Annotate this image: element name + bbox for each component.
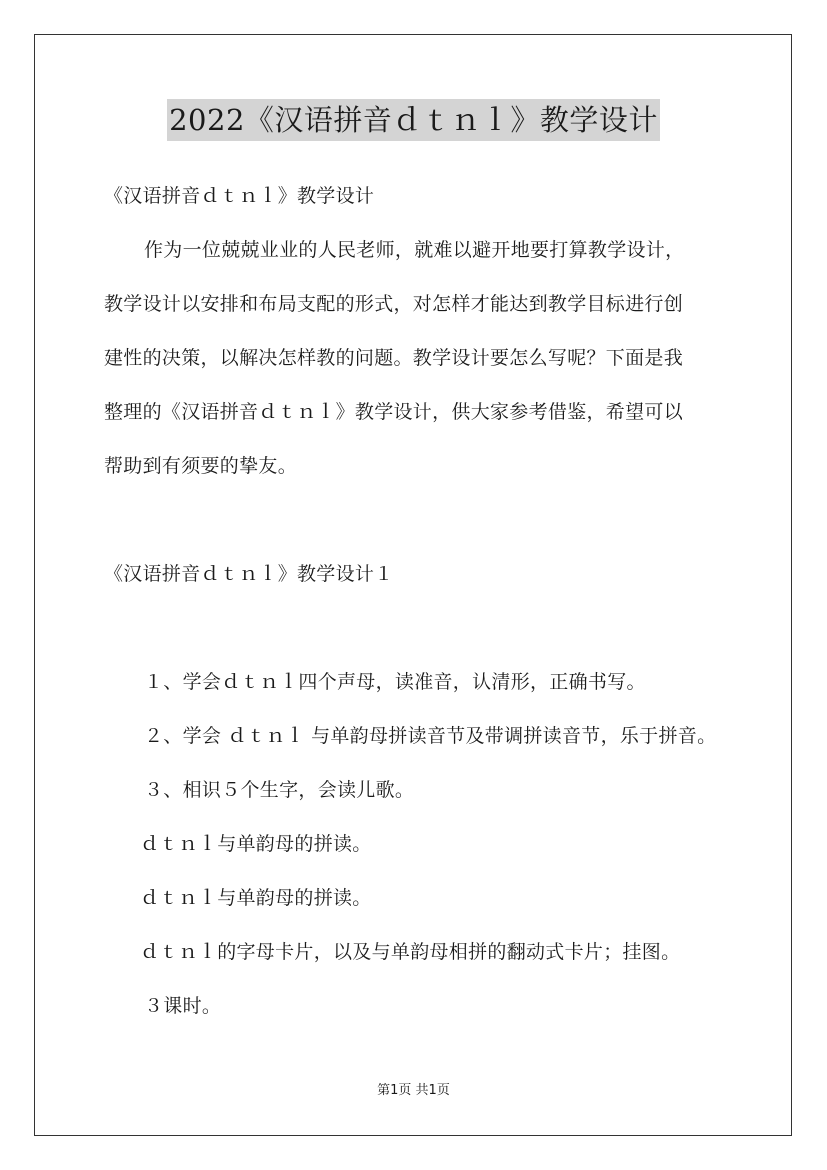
list-item: ｄｔｎｌ与单韵母的拼读。 <box>140 887 372 909</box>
section-heading: 《汉语拼音ｄｔｎｌ》教学设计１ <box>104 563 394 585</box>
document-subtitle: 《汉语拼音ｄｔｎｌ》教学设计 <box>104 185 375 207</box>
list-item: ３课时。 <box>144 995 222 1017</box>
intro-line: 作为一位兢兢业业的人民老师，就难以避开地要打算教学设计， <box>144 239 685 261</box>
intro-line: 建性的决策，以解决怎样教的问题。教学设计要怎么写呢？下面是我 <box>104 347 684 369</box>
document-title: 2022《汉语拼音ｄｔｎｌ》教学设计 <box>167 99 660 141</box>
intro-line: 帮助到有须要的挚友。 <box>104 455 298 477</box>
list-item: ２、学会 ｄｔｎｌ 与单韵母拼读音节及带调拼读音节，乐于拼音。 <box>144 725 717 747</box>
page-footer: 第1页 共1页 <box>377 1083 450 1098</box>
list-item: １、学会ｄｔｎｌ四个声母，读准音，认清形，正确书写。 <box>144 671 646 693</box>
intro-line: 教学设计以安排和布局支配的形式，对怎样才能达到教学目标进行创 <box>104 293 684 315</box>
list-item: ｄｔｎｌ的字母卡片，以及与单韵母相拼的翻动式卡片；挂图。 <box>140 941 681 963</box>
intro-line: 整理的《汉语拼音ｄｔｎｌ》教学设计，供大家参考借鉴，希望可以 <box>104 401 684 423</box>
list-item: ｄｔｎｌ与单韵母的拼读。 <box>140 833 372 855</box>
title-container <box>0 99 827 141</box>
list-item: ３、相识５个生字，会读儿歌。 <box>144 779 415 801</box>
